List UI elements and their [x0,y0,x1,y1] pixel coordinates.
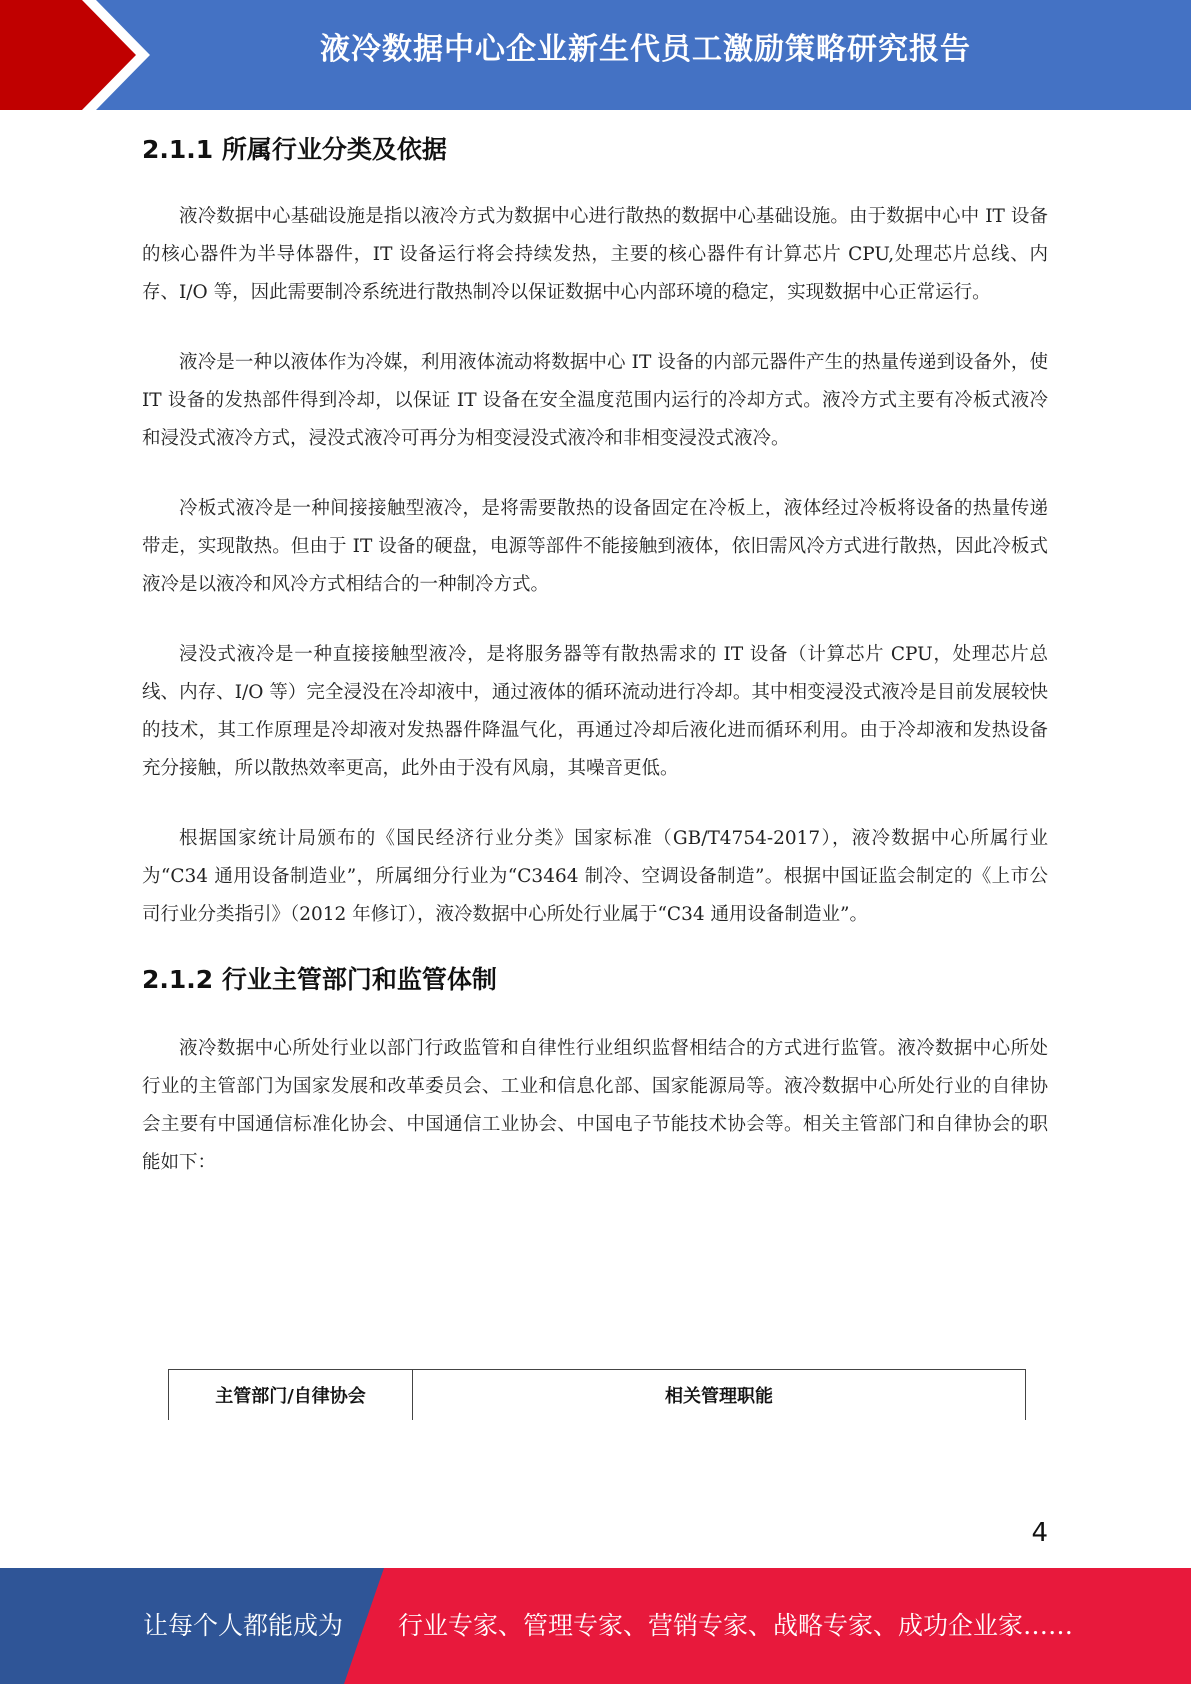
footer-slogan-left: 让每个人都能成为 [143,1611,344,1640]
report-title: 液冷数据中心企业新生代员工激励策略研究报告 [320,32,971,67]
paragraph: 浸没式液冷是一种直接接触型液冷，是将服务器等有散热需求的 IT 设备（计算芯片 CPU，处理芯片总线、内存、I/O 等）完全浸没在冷却液中，通过液体的循环流动进行冷却。其中相变浸没式液冷是目前发展较快的技术，其工作原理是冷却液对发热器件降温气化，再通过冷却后液化进而循环利用。由于冷却液和发热设备充分接触，所以散热效率更高，此外由于没有风扇，其噪音更低。 [142,644,1048,779]
section-heading-2-1-2: 2.1.2 行业主管部门和监管体制 [142,965,497,994]
table-header-cell-functions: 相关管理职能 [665,1386,773,1407]
paragraph: 液冷数据中心所处行业以部门行政监管和自律性行业组织监督相结合的方式进行监管。液冷数据中心所处行业的主管部门为国家发展和改革委员会、工业和信息化部、国家能源局等。液冷数据中心所处行业的自律协会主要有中国通信标准化协会、中国通信工业协会、中国电子节能技术协会等。相关主管部门和自律协会的职能如下： [142,1038,1048,1173]
section-heading-2-1-1: 2.1.1 所属行业分类及依据 [142,135,447,164]
page-footer [0,1568,1191,1684]
paragraph: 根据国家统计局颁布的《国民经济行业分类》国家标准（GB/T4754-2017），液冷数据中心所属行业为“C34 通用设备制造业”，所属细分行业为“C3464 制冷、空调设备制造”。根据中国证监会制定的《上市公司行业分类指引》（2012 年修订），液冷数据中心所处行业属于“C34 通用设备制造业”。 [142,828,1048,925]
regulators-table-header [168,1369,1026,1420]
table-header-cell-department: 主管部门/自律协会 [169,1370,413,1420]
page-header [0,0,1191,110]
paragraph: 冷板式液冷是一种间接接触型液冷，是将需要散热的设备固定在冷板上，液体经过冷板将设备的热量传递带走，实现散热。但由于 IT 设备的硬盘，电源等部件不能接触到液体，依旧需风冷方式进行散热，因此冷板式液冷是以液冷和风冷方式相结合的一种制冷方式。 [142,498,1048,595]
footer-slogan-right: 行业专家、管理专家、营销专家、战略专家、成功企业家…… [398,1611,1074,1640]
page-number: 4 [1031,1518,1048,1548]
paragraph: 液冷是一种以液体作为冷媒，利用液体流动将数据中心 IT 设备的内部元器件产生的热量传递到设备外，使 IT 设备的发热部件得到冷却，以保证 IT 设备在安全温度范围内运行的冷却方式。液冷方式主要有冷板式液冷和浸没式液冷方式，浸没式液冷可再分为相变浸没式液冷和非相变浸没式液冷。 [142,352,1048,449]
paragraph: 液冷数据中心基础设施是指以液冷方式为数据中心进行散热的数据中心基础设施。由于数据中心中 IT 设备的核心器件为半导体器件，IT 设备运行将会持续发热，主要的核心器件有计算芯片 CPU,处理芯片总线、内存、I/O 等，因此需要制冷系统进行散热制冷以保证数据中心内部环境的稳定，实现数据中心正常运行。 [142,206,1048,303]
main-content [142,125,1048,1182]
